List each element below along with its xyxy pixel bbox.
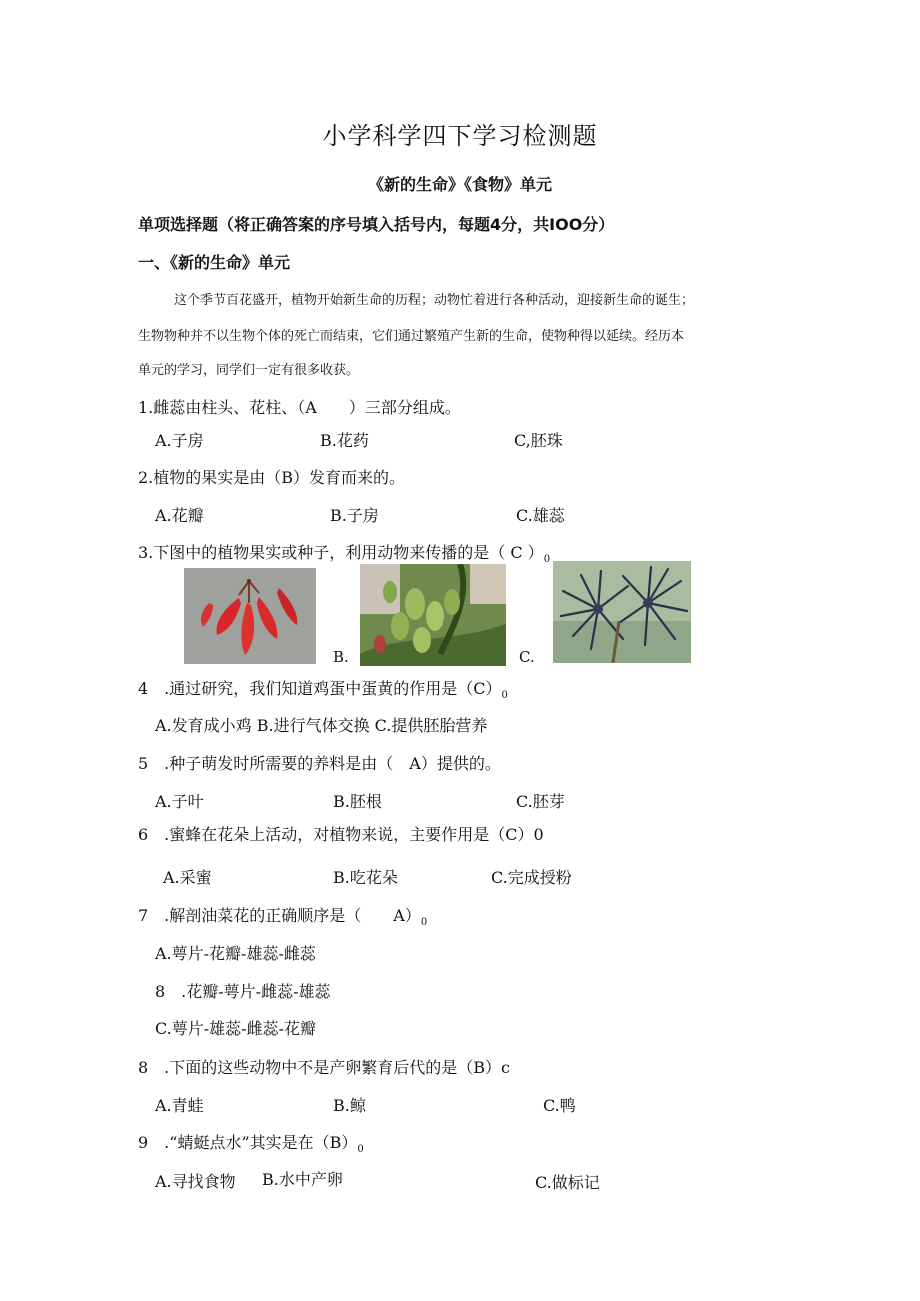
intro-line-2: 生物物种并不以生物个体的死亡而结束，它们通过繁殖产生新的生命，使物种得以延续。经历本 [138, 329, 685, 344]
q2-option-c: C.雄蕊 [516, 506, 565, 525]
q7-text: 7 .解剖油菜花的正确顺序是（ A） [138, 906, 421, 925]
q7-option-b: 8 .花瓣-萼片-雌蕊-雄蕊 [155, 982, 331, 1001]
q3-label-c: C. [519, 648, 535, 666]
question-2: 2.植物的果实是由（B）发育而来的。 [138, 468, 406, 487]
q5-option-b: B.胚根 [333, 792, 382, 811]
q9-option-c: C.做标记 [535, 1173, 600, 1192]
q9-suffix: 0 [357, 1144, 364, 1156]
q7-option-a: A.萼片-花瓣-雄蕊-雌蕊 [155, 944, 316, 963]
section-heading: 一、《新的生命》单元 [138, 253, 291, 272]
page-subtitle: 《新的生命》《食物》单元 [367, 175, 552, 194]
question-7 [138, 903, 427, 928]
question-5: 5 .种子萌发时所需要的养料是由（ A）提供的。 [138, 754, 501, 773]
q6-option-c: C.完成授粉 [491, 868, 572, 887]
q4-text: 4 .通过研究，我们知道鸡蛋中蛋黄的作用是（C） [138, 679, 502, 698]
maple-seed-photo [179, 563, 321, 669]
q3-label-b: B. [333, 648, 349, 666]
question-8: 8 .下面的这些动物中不是产卵繁育后代的是（B）c [138, 1058, 510, 1077]
question-4 [138, 676, 508, 701]
q6-option-b: B.吃花朵 [333, 868, 398, 887]
q7-suffix: 0 [420, 917, 428, 929]
q3-suffix: 0 [543, 554, 551, 566]
question-1: 1.雌蕊由柱头、花柱、（A ）三部分组成。 [138, 398, 461, 417]
question-3 [138, 540, 550, 565]
question-9 [138, 1130, 364, 1155]
intro-line-1: 这个季节百花盛开，植物开始新生命的历程；动物忙着进行各种活动，迎接新生命的诞生； [174, 293, 695, 308]
q9-option-b: B.水中产卵 [262, 1170, 343, 1189]
q8-option-a: A.青蛙 [155, 1096, 204, 1115]
instruction: 单项选择题（将正确答案的序号填入括号内，每题4分，共IOO分） [138, 215, 615, 234]
q8-option-b: B.鲸 [333, 1096, 366, 1115]
spiky-seed-photo [553, 561, 691, 663]
q1-option-a: A.子房 [155, 431, 204, 450]
q1-option-b: B.花药 [320, 431, 369, 450]
q9-option-a: A.寻找食物 [155, 1172, 236, 1191]
q4-options: A.发育成小鸡 B.进行气体交换 C.提供胚胎营养 [155, 716, 488, 735]
q4-suffix: 0 [501, 690, 508, 702]
fruit-pod-photo [360, 564, 506, 666]
q2-option-a: A.花瓣 [155, 506, 204, 525]
q7-option-c: C.萼片-雄蕊-雌蕊-花瓣 [155, 1019, 316, 1038]
q5-option-a: A.子叶 [155, 792, 204, 811]
q9-text: 9 .“蜻蜓点水”其实是在（B） [138, 1133, 358, 1152]
q3-text: 3.下图中的植物果实或种子，利用动物来传播的是（ C ） [138, 543, 544, 562]
question-6: 6 .蜜蜂在花朵上活动，对植物来说，主要作用是（C）0 [138, 825, 544, 844]
page-title: 小学科学四下学习检测题 [322, 122, 598, 150]
q2-option-b: B.子房 [330, 506, 379, 525]
q5-option-c: C.胚芽 [516, 792, 565, 811]
q6-option-a: A.采蜜 [163, 868, 212, 887]
q1-option-c: C,胚珠 [514, 431, 563, 450]
q8-option-c: C.鸭 [543, 1096, 576, 1115]
intro-line-3: 单元的学习，同学们一定有很多收获。 [138, 363, 360, 378]
